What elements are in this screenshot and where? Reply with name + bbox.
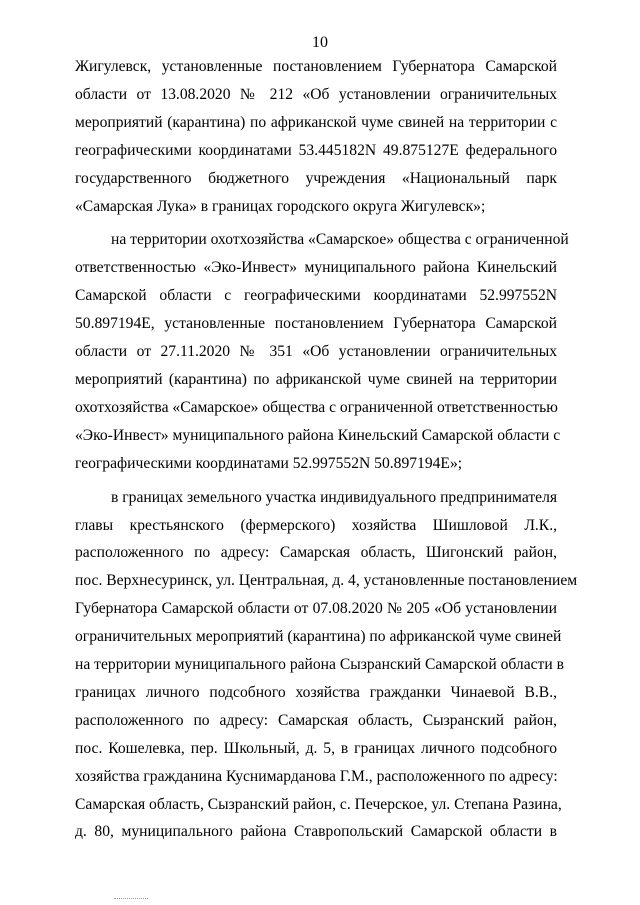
- text-line: Самарской области с географическими координатами 52.997552N: [75, 287, 557, 305]
- page-number: 10: [312, 34, 328, 51]
- paragraph-zhigulevsk: [75, 53, 557, 220]
- paragraph-shishlova: [75, 484, 578, 847]
- text-line: Жигулевск, установленные постановлением Губернатора Самарской: [75, 58, 557, 75]
- text-line: области от 13.08.2020 № 212 «Об установлении ограничительных: [75, 85, 557, 103]
- text-line: расположенного по адресу: Самарская область, Шигонский район,: [75, 544, 557, 562]
- text-line: главы крестьянского (фермерского) хозяйства Шишловой Л.К.,: [75, 516, 557, 534]
- text-line: мероприятий (карантина) по африканской чуме свиней на территории с: [75, 113, 557, 131]
- document-body: [75, 53, 578, 846]
- text-line: государственного бюджетного учреждения «Национальный парк: [75, 169, 557, 187]
- paragraph-samarskoe: [75, 226, 569, 477]
- text-line: пос. Верхнесуринск, ул. Центральная, д. 4, установленные постановлением: [75, 572, 578, 590]
- text-line: расположенного по адресу: Самарская область, Сызранский район,: [75, 711, 557, 729]
- text-line: 50.897194E, установленные постановлением Губернатора Самарской: [75, 315, 557, 333]
- text-line: «Эко-Инвест» муниципального района Кинельский Самарской области с: [75, 426, 561, 444]
- text-line: на территории муниципального района Сызранский Самарской области в: [75, 656, 564, 674]
- text-line: мероприятий (карантина) по африканской чуме свиней на территории: [75, 370, 557, 388]
- text-line: ограничительных мероприятий (карантина) по африканской чуме свиней: [75, 628, 562, 646]
- text-line: на территории охотхозяйства «Самарское» общества с ограниченной: [111, 231, 569, 249]
- text-line: Самарская область, Сызранский район, с. Печерское, ул. Степана Разина,: [75, 795, 562, 813]
- text-line: Губернатора Самарской области от 07.08.2020 № 205 «Об установлении: [75, 600, 557, 618]
- text-line: д. 80, муниципального района Ставропольский Самарской области в: [75, 823, 557, 841]
- text-line: границах личного подсобного хозяйства гражданки Чинаевой В.В.,: [75, 683, 557, 701]
- text-line: ответственностью «Эко-Инвест» муниципального района Кинельский: [75, 259, 557, 277]
- text-line: в границах земельного участка индивидуального предпринимателя: [111, 488, 558, 506]
- scan-artifact-mark: [114, 898, 148, 901]
- text-line: хозяйства гражданина Куснимарданова Г.М., расположенного по адресу:: [75, 767, 558, 785]
- text-line: области от 27.11.2020 № 351 «Об установлении ограничительных: [75, 343, 557, 361]
- text-line: пос. Кошелевка, пер. Школьный, д. 5, в границах личного подсобного: [75, 739, 557, 757]
- text-line: географическими координатами 52.997552N 50.897194E»;: [75, 454, 463, 472]
- text-line: охотхозяйства «Самарское» общества с ограниченной ответственностью: [75, 398, 558, 416]
- text-line: географическими координатами 53.445182N 49.875127E федерального: [75, 141, 557, 159]
- text-line: «Самарская Лука» в границах городского округа Жигулевск»;: [75, 197, 486, 215]
